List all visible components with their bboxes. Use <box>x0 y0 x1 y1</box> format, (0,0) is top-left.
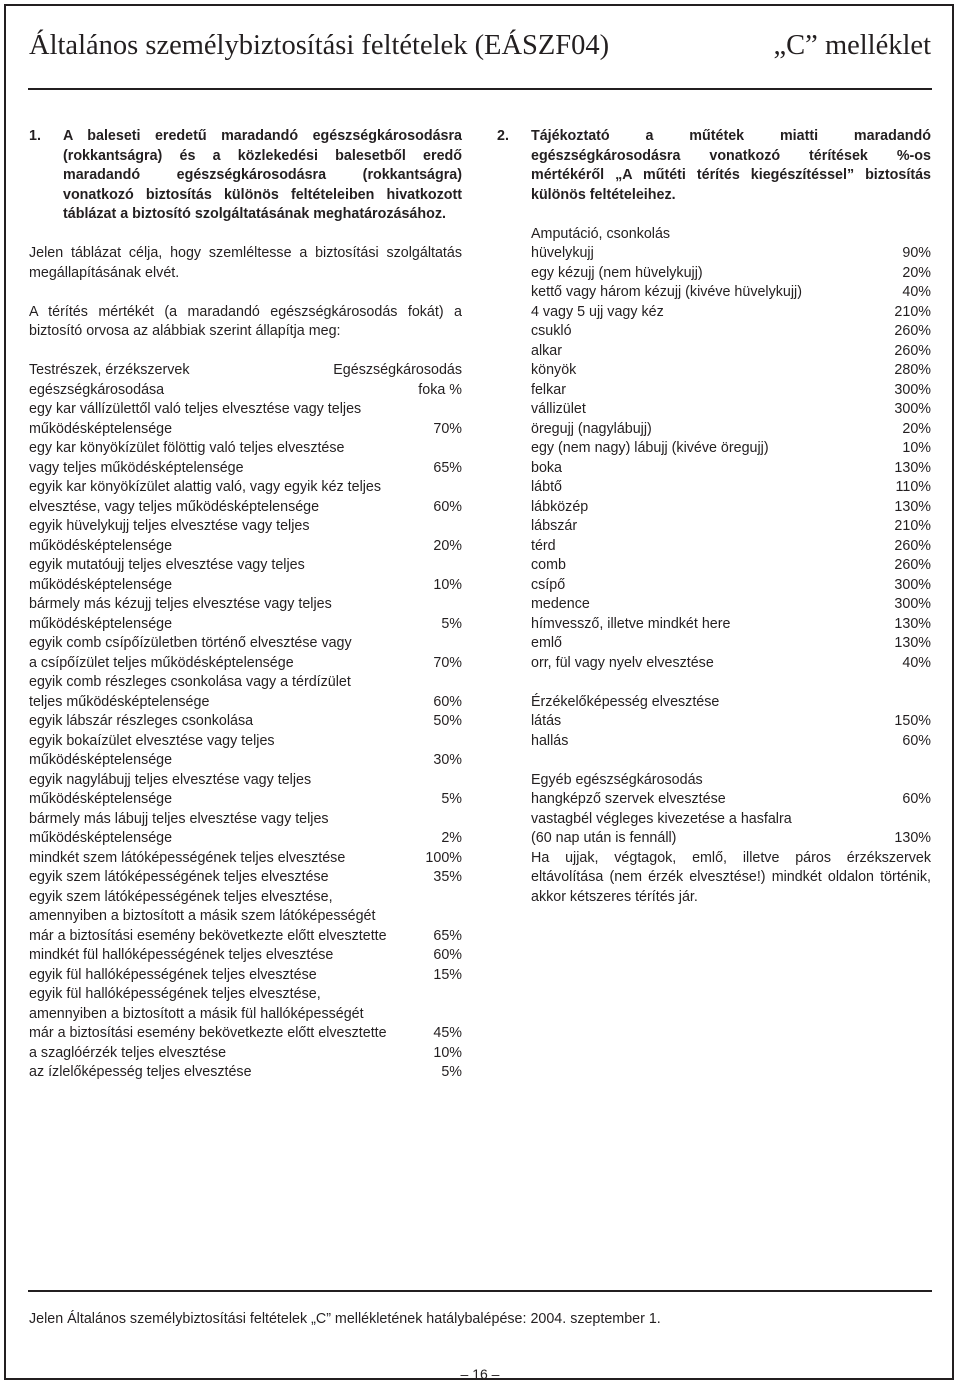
other-row-1-value: 60% <box>902 791 931 807</box>
row-value: 100% <box>425 849 462 866</box>
row-value: 5% <box>441 1064 462 1080</box>
row-label: amennyiben a biztosított a másik fül hallóképességét <box>29 1005 364 1022</box>
table-row <box>29 634 462 673</box>
table-row <box>29 732 462 771</box>
row-value: 65% <box>433 459 462 476</box>
row-label: amennyiben a biztosított a másik szem látóképességét <box>29 908 376 924</box>
left-column <box>29 127 462 1083</box>
row-label: működésképtelensége <box>29 576 173 593</box>
table-header-row-1 <box>29 361 462 381</box>
row-value: 130% <box>894 635 931 651</box>
row-label: lábközép <box>531 498 589 515</box>
table-row <box>531 264 931 284</box>
row-value: 260% <box>894 342 931 359</box>
row-label: egyik hüvelykujj teljes elvesztése vagy teljes <box>29 518 310 534</box>
table-row <box>531 459 931 479</box>
table-row <box>29 946 462 966</box>
row-label: az ízlelőképesség teljes elvesztése <box>29 1064 252 1080</box>
table-row <box>29 1044 462 1064</box>
row-label: térd <box>531 537 556 554</box>
row-value: 210% <box>894 303 931 320</box>
row-label: teljes működésképtelensége <box>29 693 210 710</box>
row-label: bármely más kézujj teljes elvesztése vagy teljes <box>29 596 332 612</box>
footer-rule <box>28 1290 932 1292</box>
row-value: 10% <box>433 1044 462 1061</box>
row-label: vagy teljes működésképtelensége <box>29 459 244 476</box>
table-row <box>29 517 462 556</box>
section-2-number: 2. <box>497 128 509 144</box>
row-value: 2% <box>441 830 462 846</box>
row-label: mindkét fül hallóképességének teljes elvesztése <box>29 947 334 963</box>
row-label: működésképtelensége <box>29 537 173 554</box>
row-label: orr, fül vagy nyelv elvesztése <box>531 654 714 671</box>
row-label: mindkét szem látóképességének teljes elvesztése <box>29 849 346 866</box>
row-value: 60% <box>433 947 462 963</box>
row-value: 260% <box>894 537 931 554</box>
row-value: 260% <box>894 557 931 573</box>
row-label: comb <box>531 557 566 573</box>
row-value: 20% <box>433 537 462 554</box>
row-label: a szaglóérzék teljes elvesztése <box>29 1044 227 1061</box>
row-label: hímvessző, illetve mindkét here <box>531 615 731 632</box>
row-value: 10% <box>433 576 462 593</box>
row-label: csukló <box>531 323 572 339</box>
header-rule <box>28 88 932 90</box>
senses-title: Érzékelőképesség elvesztése <box>531 693 720 710</box>
row-label: 4 vagy 5 ujj vagy kéz <box>531 303 664 320</box>
other-title: Egyéb egészségkárosodás <box>531 771 703 788</box>
table-row <box>531 478 931 498</box>
row-label: már a biztosítási esemény bekövetkezte előtt elvesztette <box>29 1025 387 1041</box>
table-row <box>531 732 931 752</box>
other-row-2-value: 130% <box>894 830 931 846</box>
table-row <box>531 537 931 557</box>
row-label: egyik szem látóképességének teljes elvesztése <box>29 869 329 885</box>
row-value: 45% <box>433 1025 462 1041</box>
row-label: medence <box>531 596 590 612</box>
row-value: 110% <box>895 479 931 495</box>
row-label: egyik szem látóképességének teljes elvesztése, <box>29 888 333 905</box>
bilateral-note: Ha ujjak, végtagok, emlő, illetve páros érzékszervek eltávolítása (nem érzék elvesztése!) mindkét oldalon történik, akkor kétszeres térítés jár. <box>531 849 931 905</box>
right-column <box>497 127 931 907</box>
table-row <box>29 888 462 947</box>
row-label: egy kar könyökízület fölöttig való teljes elvesztése <box>29 440 345 456</box>
table-row <box>29 966 462 986</box>
disability-table <box>29 400 462 1083</box>
table-row <box>29 868 462 888</box>
row-label: egyik fül hallóképességének teljes elvesztése, <box>29 986 321 1002</box>
table-row <box>531 595 931 615</box>
row-value: 300% <box>894 381 931 398</box>
table-row <box>531 576 931 596</box>
row-label: egyik fül hallóképességének teljes elvesztése <box>29 966 317 983</box>
other-row-1 <box>531 790 931 810</box>
table-header-damage-of: egészségkárosodása <box>29 381 165 398</box>
row-value: 65% <box>433 927 462 944</box>
row-value: 35% <box>433 869 462 885</box>
effective-date-note: Jelen Általános személybiztosítási feltételek „C” mellékletének hatálybalépése: 2004. szeptember 1. <box>29 1311 661 1327</box>
table-row <box>531 420 931 440</box>
table-row <box>531 498 931 518</box>
table-row <box>531 400 931 420</box>
row-label: elvesztése, vagy teljes működésképtelensége <box>29 498 320 515</box>
annex-label: „C” melléklet <box>773 30 931 61</box>
table-row <box>531 361 931 381</box>
row-value: 20% <box>902 420 931 437</box>
row-label: egy (nem nagy) lábujj (kivéve öregujj) <box>531 440 769 456</box>
section-1-intro: Jelen táblázat célja, hogy szemléltesse a biztosítási szolgáltatás megállapításának elvét. <box>29 245 462 281</box>
row-label: bármely más lábujj teljes elvesztése vagy teljes <box>29 810 329 827</box>
row-value: 130% <box>894 498 931 515</box>
row-label: lábtő <box>531 479 563 495</box>
page-number-value: 16 <box>472 1366 488 1382</box>
table-row <box>531 342 931 362</box>
other-row-2-label: (60 nap után is fennáll) <box>531 830 677 846</box>
row-label: működésképtelensége <box>29 752 173 768</box>
row-label: boka <box>531 459 563 476</box>
table-row <box>29 849 462 869</box>
row-label: működésképtelensége <box>29 420 173 437</box>
table-row <box>29 1063 462 1083</box>
row-label: egyik comb részleges csonkolása vagy a térdízület <box>29 674 351 690</box>
row-value: 70% <box>433 420 462 437</box>
row-label: emlő <box>531 635 562 651</box>
section-1 <box>29 127 462 225</box>
table-row <box>531 322 931 342</box>
row-label: lábszár <box>531 518 578 534</box>
row-value: 150% <box>894 713 931 729</box>
row-label: egy kézujj (nem hüvelykujj) <box>531 264 703 281</box>
row-label: egyik lábszár részleges csonkolása <box>29 713 254 729</box>
row-value: 210% <box>894 518 931 534</box>
row-value: 300% <box>894 576 931 593</box>
table-header-body-parts: Testrészek, érzékszervek <box>29 362 190 378</box>
other-row-2 <box>531 829 931 849</box>
table-row <box>29 810 462 849</box>
table-row <box>531 654 931 674</box>
table-row <box>531 381 931 401</box>
row-label: vállizület <box>531 401 586 417</box>
table-row <box>531 517 931 537</box>
table-row <box>29 400 462 439</box>
section-2 <box>497 127 931 907</box>
row-value: 40% <box>902 654 931 671</box>
other-row-2-line-1: vastagbél végleges kivezetése a hasfalra <box>531 810 792 827</box>
table-row <box>29 556 462 595</box>
row-label: hallás <box>531 732 569 749</box>
row-label: felkar <box>531 381 566 398</box>
row-value: 90% <box>902 245 931 261</box>
table-row <box>531 712 931 732</box>
table-row <box>29 771 462 810</box>
row-value: 60% <box>433 498 462 515</box>
row-label: egyik comb csípőízületben történő elvesztése vagy <box>29 635 352 651</box>
row-label: működésképtelensége <box>29 830 173 846</box>
table-row <box>531 439 931 459</box>
table-row <box>531 615 931 635</box>
row-value: 60% <box>433 693 462 710</box>
row-label: egyik nagylábujj teljes elvesztése vagy teljes <box>29 771 312 788</box>
section-1-heading: A baleseti eredetű maradandó egészségkárosodásra (rokkantságra) és a közlekedési balesetből eredő maradandó egészségkárosodásra (rokkantságra) vonatkozó biztosítás különös feltételeiben hivatkozott táblázat a biztosító szolgáltatásának meghatározásához. <box>63 128 462 222</box>
table-header-damage: Egészségkárosodás <box>333 362 462 378</box>
row-label: működésképtelensége <box>29 791 173 807</box>
row-label: alkar <box>531 342 562 359</box>
row-value: 5% <box>441 791 462 807</box>
table-header-degree: foka % <box>418 381 462 398</box>
row-value: 300% <box>894 401 931 417</box>
row-value: 40% <box>902 284 931 300</box>
row-label: egyik bokaízület elvesztése vagy teljes <box>29 732 275 749</box>
section-1-number: 1. <box>29 128 41 144</box>
amputation-title: Amputáció, csonkolás <box>531 225 671 242</box>
row-value: 5% <box>441 615 462 632</box>
table-row <box>29 439 462 478</box>
page-header <box>29 30 931 70</box>
section-1-method: A térítés mértékét (a maradandó egészségkárosodás fokát) a biztosító orvosa az alábbiak szerint állapítja meg: <box>29 303 462 339</box>
table-row <box>29 673 462 712</box>
row-label: a csípőízület teljes működésképtelensége <box>29 654 294 671</box>
row-value: 60% <box>902 732 931 749</box>
table-row <box>29 712 462 732</box>
page-number: – 16 – <box>460 1366 500 1382</box>
table-row <box>531 303 931 323</box>
other-row-1-label: hangképző szervek elvesztése <box>531 791 726 807</box>
senses-table <box>531 712 931 751</box>
row-value: 300% <box>894 596 931 612</box>
row-label: működésképtelensége <box>29 615 173 632</box>
row-value: 130% <box>894 615 931 632</box>
row-label: egyik kar könyökízület alattig való, vagy egyik kéz teljes <box>29 479 382 495</box>
table-row <box>531 244 931 264</box>
row-value: 260% <box>894 323 931 339</box>
row-label: hüvelykujj <box>531 245 594 261</box>
table-row <box>29 478 462 517</box>
row-value: 70% <box>433 654 462 671</box>
row-label: látás <box>531 713 562 729</box>
table-row <box>531 556 931 576</box>
row-value: 50% <box>433 713 462 729</box>
row-label: csípő <box>531 576 566 593</box>
table-row <box>29 985 462 1044</box>
row-label: kettő vagy három kézujj (kivéve hüvelykujj) <box>531 284 802 300</box>
amputation-table <box>531 244 931 673</box>
row-label: könyök <box>531 362 577 378</box>
row-value: 130% <box>894 459 931 476</box>
row-value: 30% <box>433 752 462 768</box>
row-label: öregujj (nagylábujj) <box>531 420 652 437</box>
row-label: egy kar vállízülettől való teljes elvesztése vagy teljes <box>29 401 362 417</box>
row-label: már a biztosítási esemény bekövetkezte előtt elvesztette <box>29 927 387 944</box>
row-value: 20% <box>902 264 931 281</box>
table-row <box>29 595 462 634</box>
table-row <box>531 283 931 303</box>
table-header-row-2 <box>29 381 462 401</box>
row-label: egyik mutatóujj teljes elvesztése vagy teljes <box>29 557 305 573</box>
row-value: 280% <box>894 362 931 378</box>
table-row <box>531 634 931 654</box>
section-2-heading: Tájékoztató a műtétek miatti maradandó egészségkárosodásra vonatkozó térítések %-os mértékéről „A műtéti térítés kiegészítéssel” biztosítás különös feltételeihez. <box>531 128 931 203</box>
row-value: 15% <box>433 966 462 983</box>
row-value: 10% <box>902 440 931 456</box>
document-title: Általános személybiztosítási feltételek (EÁSZF04) <box>29 30 610 61</box>
